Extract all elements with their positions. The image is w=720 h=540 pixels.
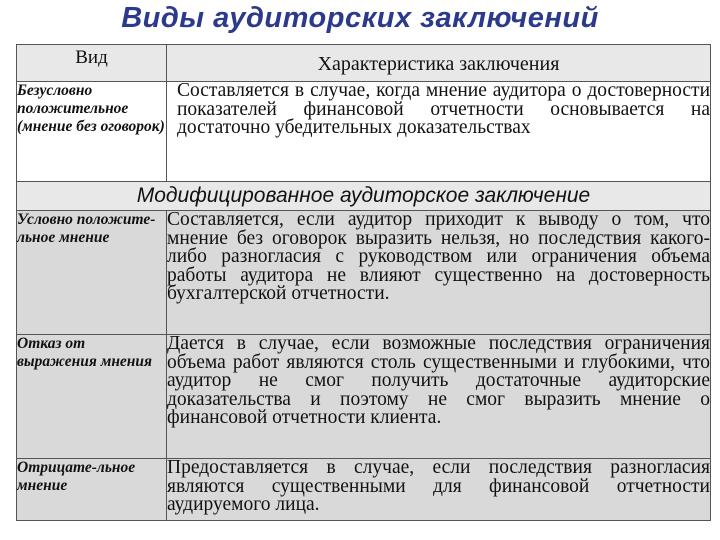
table-row-unconditional	[17, 82, 711, 182]
row-label: Условно положите-льное мнение	[17, 211, 167, 335]
row-text: Дается в случае, если возможные последствия ограничения объема работ являются столь существенными и глубокими, что аудитор не смог получить достаточные аудиторские доказательства и поэтому не смог выразить мнение о финансовой отчетности клиента.	[167, 335, 711, 459]
row-text: Составляется, если аудитор приходит к выводу о том, что мнение без оговорок выразить нельзя, но последствия какого-либо разногласия с руководством или ограничения объема работы аудитора не влияют существенно на достоверность бухгалтерской отчетности.	[167, 211, 711, 335]
row-label-unconditional: Безусловно положительное (мнение без оговорок)	[17, 82, 167, 182]
table-header-row	[17, 45, 711, 82]
row-text: Предоставляется в случае, если последствия разногласия являются существенными для финансовой отчетности аудируемого лица.	[167, 459, 711, 521]
row-label: Отказ от выражения мнения	[17, 335, 167, 459]
audit-opinions-table	[16, 44, 711, 521]
table-row	[17, 335, 711, 459]
column-header-characteristic: Характеристика заключения	[167, 45, 711, 82]
table-row	[17, 459, 711, 521]
modified-section-header-row	[17, 182, 711, 211]
row-label: Отрицате-льное мнение	[17, 459, 167, 521]
row-text-unconditional: Составляется в случае, когда мнение аудитора о достоверности показателей финансовой отчетности основывается на достаточно убедительных доказательствах	[167, 82, 711, 182]
page-title: Виды аудиторских заключений	[121, 2, 599, 34]
table-row	[17, 211, 711, 335]
column-header-kind: Вид	[17, 45, 167, 82]
modified-section-header: Модифицированное аудиторское заключение	[17, 182, 711, 211]
